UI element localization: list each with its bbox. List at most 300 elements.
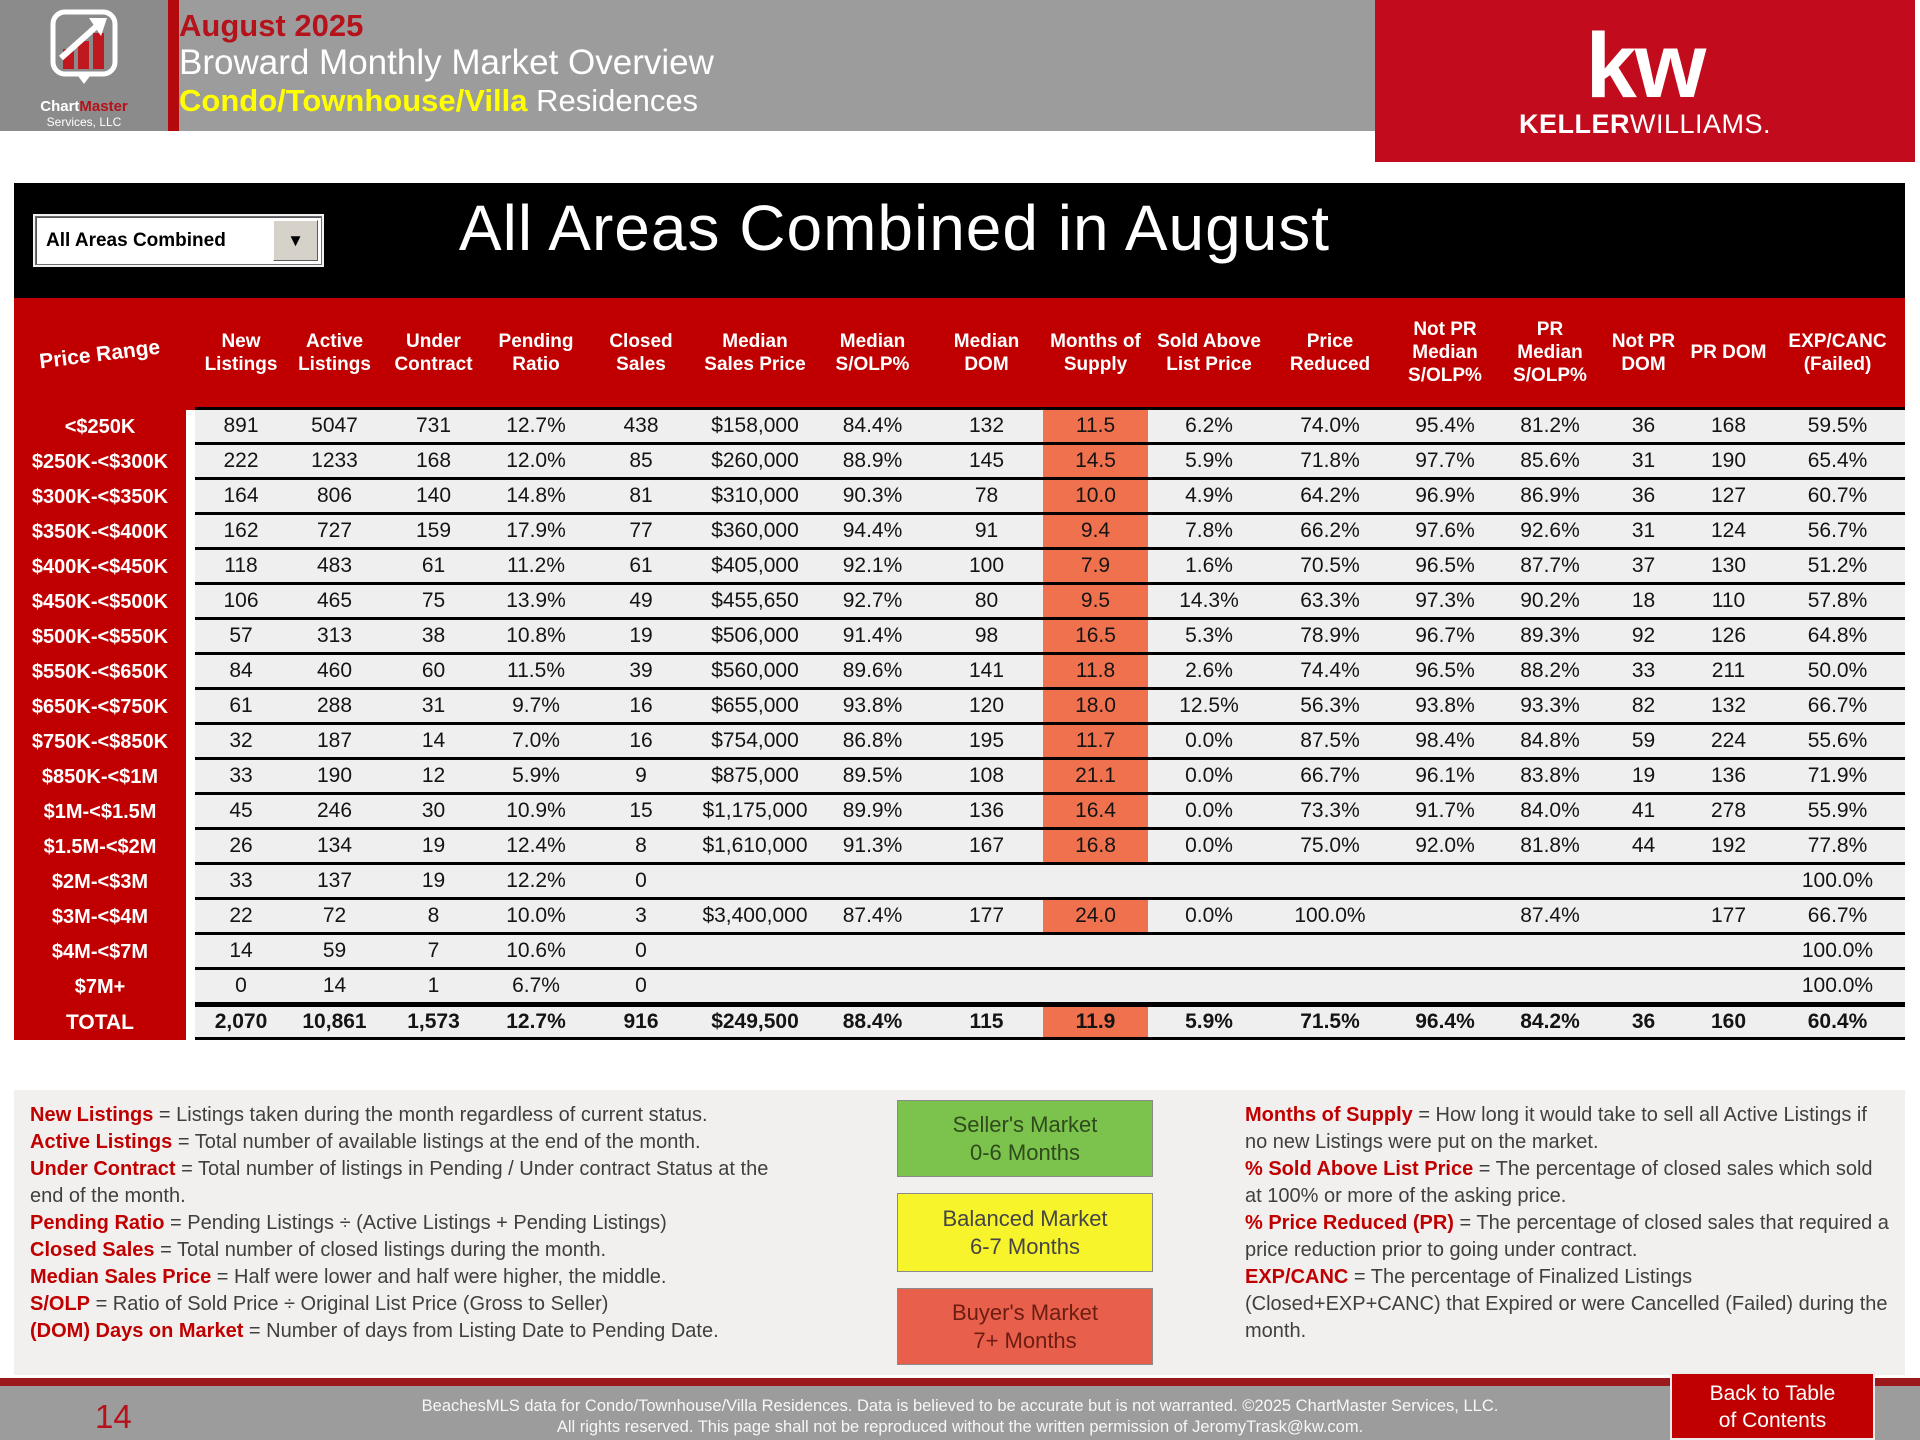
data-cell: 86.9% xyxy=(1500,480,1600,515)
data-cell: 14 xyxy=(195,935,287,970)
data-cell: $1,175,000 xyxy=(695,795,815,830)
data-cell: 13.9% xyxy=(485,585,587,620)
data-cell: $455,650 xyxy=(695,585,815,620)
data-cell: 483 xyxy=(287,550,382,585)
data-cell: 124 xyxy=(1687,515,1770,550)
data-cell: 12 xyxy=(382,760,485,795)
data-cell: 55.9% xyxy=(1770,795,1905,830)
data-cell xyxy=(930,865,1043,900)
data-cell: 49 xyxy=(587,585,695,620)
data-cell xyxy=(1600,970,1687,1005)
table-row xyxy=(14,620,1905,655)
price-range-cell: TOTAL xyxy=(14,1005,195,1040)
data-cell: 224 xyxy=(1687,725,1770,760)
data-cell: 1.6% xyxy=(1148,550,1270,585)
data-cell: 56.7% xyxy=(1770,515,1905,550)
table-row xyxy=(14,480,1905,515)
data-cell: 91 xyxy=(930,515,1043,550)
data-cell: 84 xyxy=(195,655,287,690)
months-of-supply-cell: 24.0 xyxy=(1043,900,1148,935)
price-range-cell: $4M-<$7M xyxy=(14,935,195,970)
data-cell: 0 xyxy=(587,970,695,1005)
table-row xyxy=(14,900,1905,935)
data-cell: 167 xyxy=(930,830,1043,865)
data-cell: 57 xyxy=(195,620,287,655)
legend-sellers-market xyxy=(897,1100,1153,1177)
months-of-supply-cell: 7.9 xyxy=(1043,550,1148,585)
data-cell: 141 xyxy=(930,655,1043,690)
data-cell: 6.7% xyxy=(485,970,587,1005)
data-cell: 11.5% xyxy=(485,655,587,690)
data-cell xyxy=(815,935,930,970)
data-cell: 7.0% xyxy=(485,725,587,760)
data-cell: 75.0% xyxy=(1270,830,1390,865)
data-cell: 70.5% xyxy=(1270,550,1390,585)
market-table-body xyxy=(14,410,1905,1040)
data-cell: 12.5% xyxy=(1148,690,1270,725)
data-cell: $560,000 xyxy=(695,655,815,690)
data-cell xyxy=(930,970,1043,1005)
data-cell: 31 xyxy=(1600,445,1687,480)
data-cell: 89.9% xyxy=(815,795,930,830)
definition: Under Contract = Total number of listings in Pending / Under contract Status at the end of the month. xyxy=(30,1158,769,1207)
data-cell: 56.3% xyxy=(1270,690,1390,725)
data-cell: 108 xyxy=(930,760,1043,795)
data-cell: 36 xyxy=(1600,410,1687,445)
data-cell xyxy=(815,865,930,900)
chartmaster-logo xyxy=(0,0,168,131)
table-row xyxy=(14,445,1905,480)
data-cell: $249,500 xyxy=(695,1005,815,1040)
data-cell: 30 xyxy=(382,795,485,830)
data-cell: 12.0% xyxy=(485,445,587,480)
data-cell: 75 xyxy=(382,585,485,620)
data-cell: 64.8% xyxy=(1770,620,1905,655)
data-cell: 92.6% xyxy=(1500,515,1600,550)
chartmaster-services-label: Services, LLC xyxy=(46,115,122,129)
data-cell: 192 xyxy=(1687,830,1770,865)
data-cell: $754,000 xyxy=(695,725,815,760)
data-cell: 211 xyxy=(1687,655,1770,690)
data-cell: 288 xyxy=(287,690,382,725)
data-cell xyxy=(930,935,1043,970)
data-cell: 136 xyxy=(930,795,1043,830)
data-cell: 33 xyxy=(1600,655,1687,690)
data-cell xyxy=(1270,935,1390,970)
legend-label: Seller's Market xyxy=(952,1111,1098,1137)
data-cell: 134 xyxy=(287,830,382,865)
months-of-supply-cell: 9.4 xyxy=(1043,515,1148,550)
table-row xyxy=(14,515,1905,550)
data-cell: 37 xyxy=(1600,550,1687,585)
data-cell: 1,573 xyxy=(382,1005,485,1040)
data-cell: 19 xyxy=(382,865,485,900)
data-cell: 1233 xyxy=(287,445,382,480)
definition: % Price Reduced (PR) = The percentage of closed sales that required a price reduction prior to going under contract. xyxy=(1245,1212,1889,1261)
data-cell: 82 xyxy=(1600,690,1687,725)
data-cell: 100.0% xyxy=(1770,970,1905,1005)
data-cell xyxy=(1270,970,1390,1005)
data-cell: 145 xyxy=(930,445,1043,480)
column-header: Median Sales Price xyxy=(695,298,815,410)
data-cell: 8 xyxy=(382,900,485,935)
data-cell xyxy=(1390,935,1500,970)
data-cell: 84.8% xyxy=(1500,725,1600,760)
data-cell: 891 xyxy=(195,410,287,445)
data-cell: 731 xyxy=(382,410,485,445)
price-range-cell: $400K-<$450K xyxy=(14,550,195,585)
data-cell: 71.5% xyxy=(1270,1005,1390,1040)
data-cell: 80 xyxy=(930,585,1043,620)
data-cell: 14.3% xyxy=(1148,585,1270,620)
data-cell: 1 xyxy=(382,970,485,1005)
data-cell: 87.4% xyxy=(815,900,930,935)
data-cell: 96.5% xyxy=(1390,655,1500,690)
data-cell: 130 xyxy=(1687,550,1770,585)
data-cell: 137 xyxy=(287,865,382,900)
data-cell: 50.0% xyxy=(1770,655,1905,690)
data-cell: 92.7% xyxy=(815,585,930,620)
report-month: August 2025 xyxy=(179,8,364,43)
data-cell: 120 xyxy=(930,690,1043,725)
months-of-supply-cell xyxy=(1043,935,1148,970)
legend-buyers-market xyxy=(897,1288,1153,1365)
chevron-down-icon[interactable]: ▼ xyxy=(273,220,318,261)
months-of-supply-cell: 9.5 xyxy=(1043,585,1148,620)
market-table xyxy=(14,298,1905,1040)
price-range-cell: $450K-<$500K xyxy=(14,585,195,620)
data-cell: $158,000 xyxy=(695,410,815,445)
keller-williams-logo xyxy=(1375,0,1915,162)
data-cell: 190 xyxy=(1687,445,1770,480)
data-cell: 118 xyxy=(195,550,287,585)
data-cell: 100.0% xyxy=(1270,900,1390,935)
legend-balanced-market xyxy=(897,1193,1153,1272)
data-cell: 160 xyxy=(1687,1005,1770,1040)
data-cell: 66.2% xyxy=(1270,515,1390,550)
definition: EXP/CANC = The percentage of Finalized Listings (Closed+EXP+CANC) that Expired or were Cancelled (Failed) during the month. xyxy=(1245,1266,1888,1342)
data-cell: 87.7% xyxy=(1500,550,1600,585)
column-header: Active Listings xyxy=(287,298,382,410)
data-cell: 71.9% xyxy=(1770,760,1905,795)
data-cell: 88.9% xyxy=(815,445,930,480)
data-cell: 38 xyxy=(382,620,485,655)
data-cell: 100.0% xyxy=(1770,935,1905,970)
definition: New Listings = Listings taken during the month regardless of current status. xyxy=(30,1104,708,1126)
data-cell xyxy=(1600,900,1687,935)
data-cell: 94.4% xyxy=(815,515,930,550)
table-row xyxy=(14,970,1905,1005)
definitions-left xyxy=(30,1102,805,1345)
data-cell: 60.7% xyxy=(1770,480,1905,515)
months-of-supply-cell xyxy=(1043,970,1148,1005)
chartmaster-chart-icon xyxy=(41,6,127,97)
data-cell: 96.9% xyxy=(1390,480,1500,515)
data-cell: 33 xyxy=(195,865,287,900)
data-cell: 73.3% xyxy=(1270,795,1390,830)
notes-panel xyxy=(14,1090,1905,1375)
data-cell: 71.8% xyxy=(1270,445,1390,480)
data-cell: 5047 xyxy=(287,410,382,445)
price-range-cell: $250K-<$300K xyxy=(14,445,195,480)
definition: S/OLP = Ratio of Sold Price ÷ Original List Price (Gross to Seller) xyxy=(30,1293,609,1315)
data-cell: 61 xyxy=(587,550,695,585)
definition: Pending Ratio = Pending Listings ÷ (Active Listings + Pending Listings) xyxy=(30,1212,667,1234)
data-cell: 12.7% xyxy=(485,1005,587,1040)
data-cell: 10.0% xyxy=(485,900,587,935)
data-cell: 5.3% xyxy=(1148,620,1270,655)
data-cell: 84.0% xyxy=(1500,795,1600,830)
data-cell: 0.0% xyxy=(1148,830,1270,865)
data-cell: 95.4% xyxy=(1390,410,1500,445)
data-cell: 195 xyxy=(930,725,1043,760)
data-cell: 90.2% xyxy=(1500,585,1600,620)
disclaimer-line-1: BeachesMLS data for Condo/Townhouse/Villa Residences. Data is believed to be accurate but is not warranted. ©2025 ChartMaster Services, LLC. xyxy=(421,1397,1499,1415)
data-cell: 83.8% xyxy=(1500,760,1600,795)
data-cell: 98.4% xyxy=(1390,725,1500,760)
report-title: Broward Monthly Market Overview xyxy=(179,43,714,82)
data-cell: 0 xyxy=(195,970,287,1005)
data-cell: 5.9% xyxy=(485,760,587,795)
table-row xyxy=(14,725,1905,760)
data-cell: 3 xyxy=(587,900,695,935)
market-table-container xyxy=(14,298,1905,1040)
column-header: Median DOM xyxy=(930,298,1043,410)
column-header: Not PR DOM xyxy=(1600,298,1687,410)
months-of-supply-cell: 16.8 xyxy=(1043,830,1148,865)
data-cell xyxy=(1687,935,1770,970)
data-cell: 57.8% xyxy=(1770,585,1905,620)
column-header: Under Contract xyxy=(382,298,485,410)
months-of-supply-cell: 11.7 xyxy=(1043,725,1148,760)
data-cell: 26 xyxy=(195,830,287,865)
data-cell: 86.8% xyxy=(815,725,930,760)
data-cell xyxy=(1687,970,1770,1005)
data-cell: 100 xyxy=(930,550,1043,585)
area-dropdown[interactable] xyxy=(35,216,322,265)
months-of-supply-cell: 16.4 xyxy=(1043,795,1148,830)
price-range-cell: $1M-<$1.5M xyxy=(14,795,195,830)
data-cell: 6.2% xyxy=(1148,410,1270,445)
data-cell: 55.6% xyxy=(1770,725,1905,760)
data-cell: $405,000 xyxy=(695,550,815,585)
data-cell: 44 xyxy=(1600,830,1687,865)
data-cell: 12.2% xyxy=(485,865,587,900)
footer-disclaimer xyxy=(0,1396,1920,1438)
area-dropdown-value: All Areas Combined xyxy=(46,229,226,251)
price-range-cell: $650K-<$750K xyxy=(14,690,195,725)
data-cell: 63.3% xyxy=(1270,585,1390,620)
data-cell: 77.8% xyxy=(1770,830,1905,865)
data-cell: 22 xyxy=(195,900,287,935)
data-cell: 84.4% xyxy=(815,410,930,445)
data-cell: 33 xyxy=(195,760,287,795)
data-cell: 0.0% xyxy=(1148,725,1270,760)
data-cell: $360,000 xyxy=(695,515,815,550)
table-row xyxy=(14,655,1905,690)
data-cell: 88.4% xyxy=(815,1005,930,1040)
data-cell: 14 xyxy=(287,970,382,1005)
data-cell: 81.2% xyxy=(1500,410,1600,445)
table-header-row xyxy=(14,298,1905,410)
data-cell: 64.2% xyxy=(1270,480,1390,515)
back-to-toc-button[interactable]: Back to Table of Contents xyxy=(1670,1372,1875,1440)
definition: Months of Supply = How long it would take to sell all Active Listings if no new Listings were put on the market. xyxy=(1245,1104,1867,1153)
data-cell: 88.2% xyxy=(1500,655,1600,690)
data-cell: $260,000 xyxy=(695,445,815,480)
data-cell: 60.4% xyxy=(1770,1005,1905,1040)
data-cell: 84.2% xyxy=(1500,1005,1600,1040)
data-cell: 177 xyxy=(930,900,1043,935)
data-cell: 93.8% xyxy=(1390,690,1500,725)
column-header: New Listings xyxy=(195,298,287,410)
table-row xyxy=(14,550,1905,585)
page-header xyxy=(0,0,1375,131)
table-row xyxy=(14,830,1905,865)
data-cell xyxy=(1270,865,1390,900)
data-cell: 438 xyxy=(587,410,695,445)
data-cell: 87.4% xyxy=(1500,900,1600,935)
legend-label: Buyer's Market xyxy=(951,1299,1099,1325)
data-cell: 66.7% xyxy=(1770,690,1905,725)
chartmaster-wordmark: ChartMaster xyxy=(40,98,128,115)
price-range-cell: $500K-<$550K xyxy=(14,620,195,655)
data-cell: 127 xyxy=(1687,480,1770,515)
data-cell: 806 xyxy=(287,480,382,515)
months-of-supply-cell: 10.0 xyxy=(1043,480,1148,515)
data-cell: 98 xyxy=(930,620,1043,655)
data-cell xyxy=(1390,970,1500,1005)
data-cell: 15 xyxy=(587,795,695,830)
data-cell: 32 xyxy=(195,725,287,760)
data-cell: 16 xyxy=(587,725,695,760)
data-cell: 126 xyxy=(1687,620,1770,655)
legend-range: 6-7 Months xyxy=(969,1233,1081,1259)
data-cell: $310,000 xyxy=(695,480,815,515)
column-header: Pending Ratio xyxy=(485,298,587,410)
data-cell: 246 xyxy=(287,795,382,830)
data-cell: 916 xyxy=(587,1005,695,1040)
data-cell: 92.1% xyxy=(815,550,930,585)
table-row xyxy=(14,585,1905,620)
definition: % Sold Above List Price = The percentage of closed sales which sold at 100% or more of the asking price. xyxy=(1245,1158,1873,1207)
data-cell: 97.6% xyxy=(1390,515,1500,550)
data-cell: 187 xyxy=(287,725,382,760)
data-cell: 0 xyxy=(587,865,695,900)
definition: Active Listings = Total number of available listings at the end of the month. xyxy=(30,1131,701,1153)
data-cell: 36 xyxy=(1600,480,1687,515)
data-cell: 14 xyxy=(382,725,485,760)
page-number: 14 xyxy=(95,1398,132,1435)
data-cell: 92 xyxy=(1600,620,1687,655)
data-cell: 19 xyxy=(587,620,695,655)
data-cell: 97.7% xyxy=(1390,445,1500,480)
data-cell: 11.2% xyxy=(485,550,587,585)
table-row xyxy=(14,935,1905,970)
data-cell: 74.0% xyxy=(1270,410,1390,445)
table-row xyxy=(14,410,1905,445)
data-cell: 0.0% xyxy=(1148,760,1270,795)
column-header: Not PR Median S/OLP% xyxy=(1390,298,1500,410)
data-cell: 91.3% xyxy=(815,830,930,865)
data-cell: 74.4% xyxy=(1270,655,1390,690)
data-cell: 89.3% xyxy=(1500,620,1600,655)
data-cell xyxy=(1687,865,1770,900)
data-cell: 89.6% xyxy=(815,655,930,690)
column-header: EXP/CANC (Failed) xyxy=(1770,298,1905,410)
data-cell: 14.8% xyxy=(485,480,587,515)
data-cell xyxy=(1148,935,1270,970)
price-range-cell: $350K-<$400K xyxy=(14,515,195,550)
table-row xyxy=(14,690,1905,725)
data-cell: 45 xyxy=(195,795,287,830)
data-cell: 91.7% xyxy=(1390,795,1500,830)
data-cell: 60 xyxy=(382,655,485,690)
data-cell: 85 xyxy=(587,445,695,480)
data-cell: 77 xyxy=(587,515,695,550)
data-cell: 136 xyxy=(1687,760,1770,795)
definitions-right xyxy=(1245,1102,1893,1345)
data-cell: 132 xyxy=(1687,690,1770,725)
price-range-cell: $3M-<$4M xyxy=(14,900,195,935)
kw-wordmark: KELLERWILLIAMS. xyxy=(1518,109,1772,139)
data-cell xyxy=(695,935,815,970)
data-cell: 81 xyxy=(587,480,695,515)
table-row xyxy=(14,865,1905,900)
data-cell: 66.7% xyxy=(1270,760,1390,795)
months-of-supply-cell: 11.5 xyxy=(1043,410,1148,445)
legend-range: 7+ Months xyxy=(973,1327,1077,1353)
data-cell: $3,400,000 xyxy=(695,900,815,935)
data-cell: 140 xyxy=(382,480,485,515)
data-cell: 19 xyxy=(1600,760,1687,795)
months-of-supply-cell: 14.5 xyxy=(1043,445,1148,480)
data-cell xyxy=(1148,865,1270,900)
data-cell: 19 xyxy=(382,830,485,865)
data-cell: 132 xyxy=(930,410,1043,445)
data-cell: $506,000 xyxy=(695,620,815,655)
data-cell: 12.7% xyxy=(485,410,587,445)
data-cell: 65.4% xyxy=(1770,445,1905,480)
data-cell: 61 xyxy=(195,690,287,725)
data-cell: 87.5% xyxy=(1270,725,1390,760)
data-cell: 9.7% xyxy=(485,690,587,725)
data-cell: 2,070 xyxy=(195,1005,287,1040)
data-cell: 162 xyxy=(195,515,287,550)
data-cell: 0 xyxy=(587,935,695,970)
data-cell: 164 xyxy=(195,480,287,515)
data-cell: $875,000 xyxy=(695,760,815,795)
legend-label: Balanced Market xyxy=(942,1205,1108,1231)
data-cell: 66.7% xyxy=(1770,900,1905,935)
data-cell: 96.1% xyxy=(1390,760,1500,795)
kw-mark: kw xyxy=(1585,15,1705,117)
data-cell: 96.5% xyxy=(1390,550,1500,585)
data-cell: 59.5% xyxy=(1770,410,1905,445)
data-cell: 51.2% xyxy=(1770,550,1905,585)
column-header: Median S/OLP% xyxy=(815,298,930,410)
data-cell: 10.8% xyxy=(485,620,587,655)
price-range-cell: <$250K xyxy=(14,410,195,445)
data-cell: 460 xyxy=(287,655,382,690)
definition: Closed Sales = Total number of closed listings during the month. xyxy=(30,1239,607,1261)
price-range-cell: $550K-<$650K xyxy=(14,655,195,690)
data-cell xyxy=(1500,970,1600,1005)
data-cell: 7 xyxy=(382,935,485,970)
data-cell: 89.5% xyxy=(815,760,930,795)
price-range-cell: $300K-<$350K xyxy=(14,480,195,515)
table-title-bar xyxy=(14,183,1905,298)
